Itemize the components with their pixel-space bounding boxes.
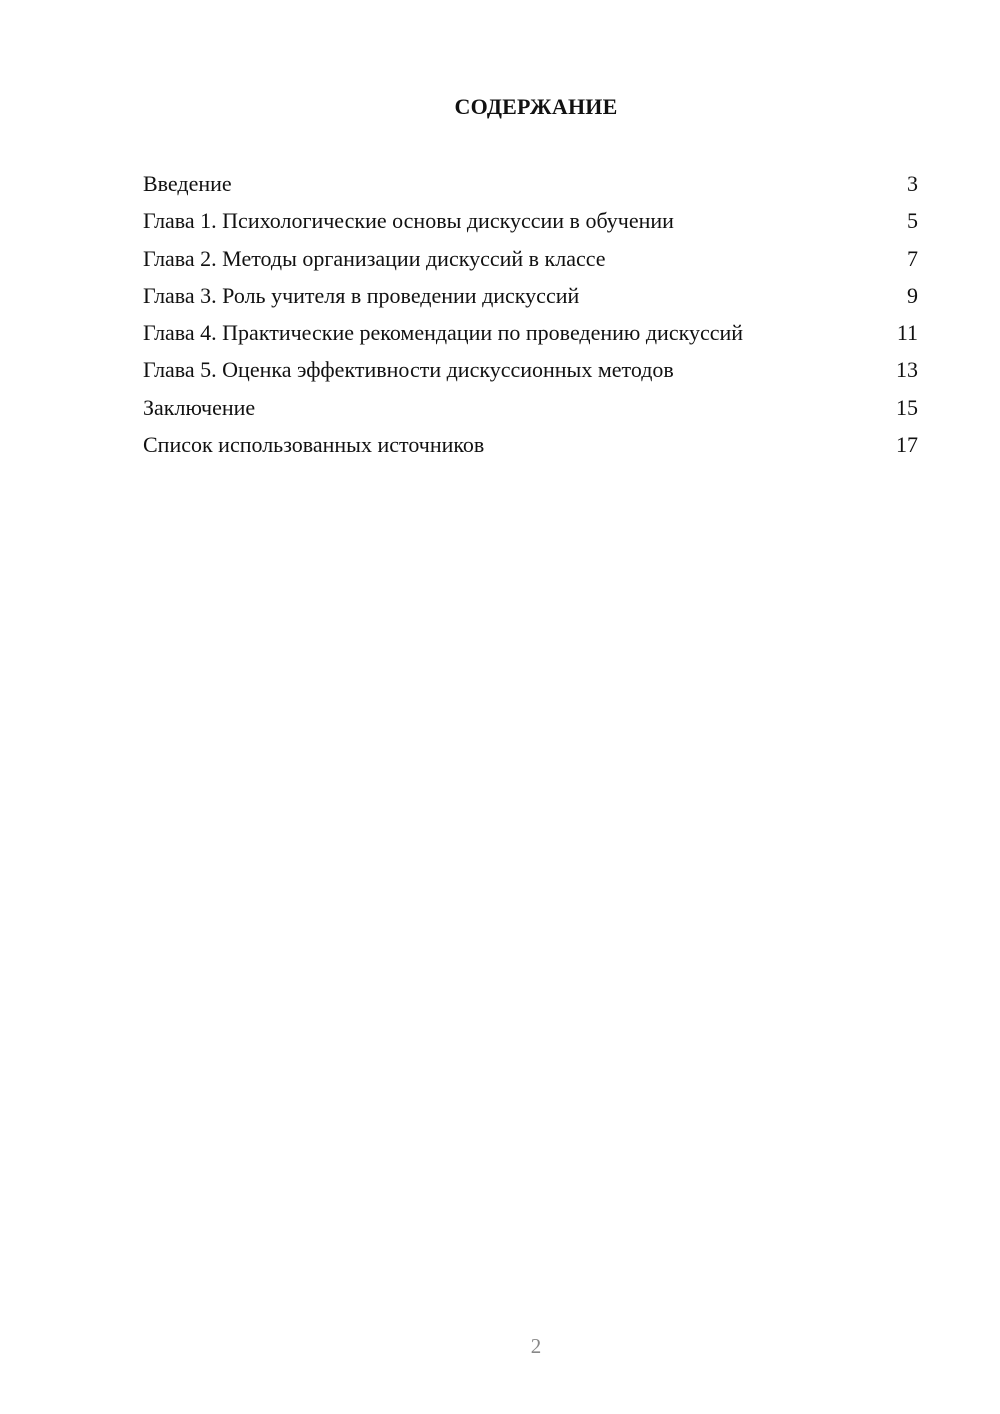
toc-entry-label: Заключение — [143, 394, 256, 420]
page-number: 2 — [530, 1334, 542, 1358]
toc-entry-page: 7 — [907, 245, 918, 271]
toc-entry-label: Список использованных источников — [143, 432, 485, 458]
toc-entry-chapter-1 — [143, 205, 918, 242]
toc-entry-chapter-3 — [143, 280, 918, 317]
table-of-contents — [143, 168, 918, 466]
toc-entry-page: 15 — [896, 394, 918, 420]
toc-entry-label: Глава 5. Оценка эффективности дискуссионных методов — [143, 357, 674, 383]
toc-entry-page: 13 — [896, 357, 918, 383]
toc-entry-page: 9 — [907, 282, 918, 308]
toc-entry-page: 17 — [896, 432, 918, 458]
toc-entry-page: 11 — [896, 320, 918, 346]
toc-entry-page: 5 — [907, 208, 918, 234]
toc-entry-label: Глава 4. Практические рекомендации по проведению дискуссий — [143, 320, 744, 346]
toc-entry-chapter-5 — [143, 354, 918, 391]
toc-entry-label: Глава 1. Психологические основы дискуссии в обучении — [143, 208, 674, 234]
toc-entry-references — [143, 429, 918, 466]
toc-entry-label: Введение — [143, 171, 232, 196]
toc-entry-chapter-4 — [143, 317, 918, 354]
toc-entry-page: 3 — [907, 171, 918, 196]
toc-title: СОДЕРЖАНИЕ — [454, 94, 618, 119]
toc-entry-conclusion — [143, 392, 918, 429]
toc-entry-label: Глава 3. Роль учителя в проведении дискуссий — [143, 282, 580, 308]
toc-entry-chapter-2 — [143, 243, 918, 280]
toc-entry-label: Глава 2. Методы организации дискуссий в классе — [143, 245, 606, 271]
toc-entry-introduction — [143, 168, 918, 205]
